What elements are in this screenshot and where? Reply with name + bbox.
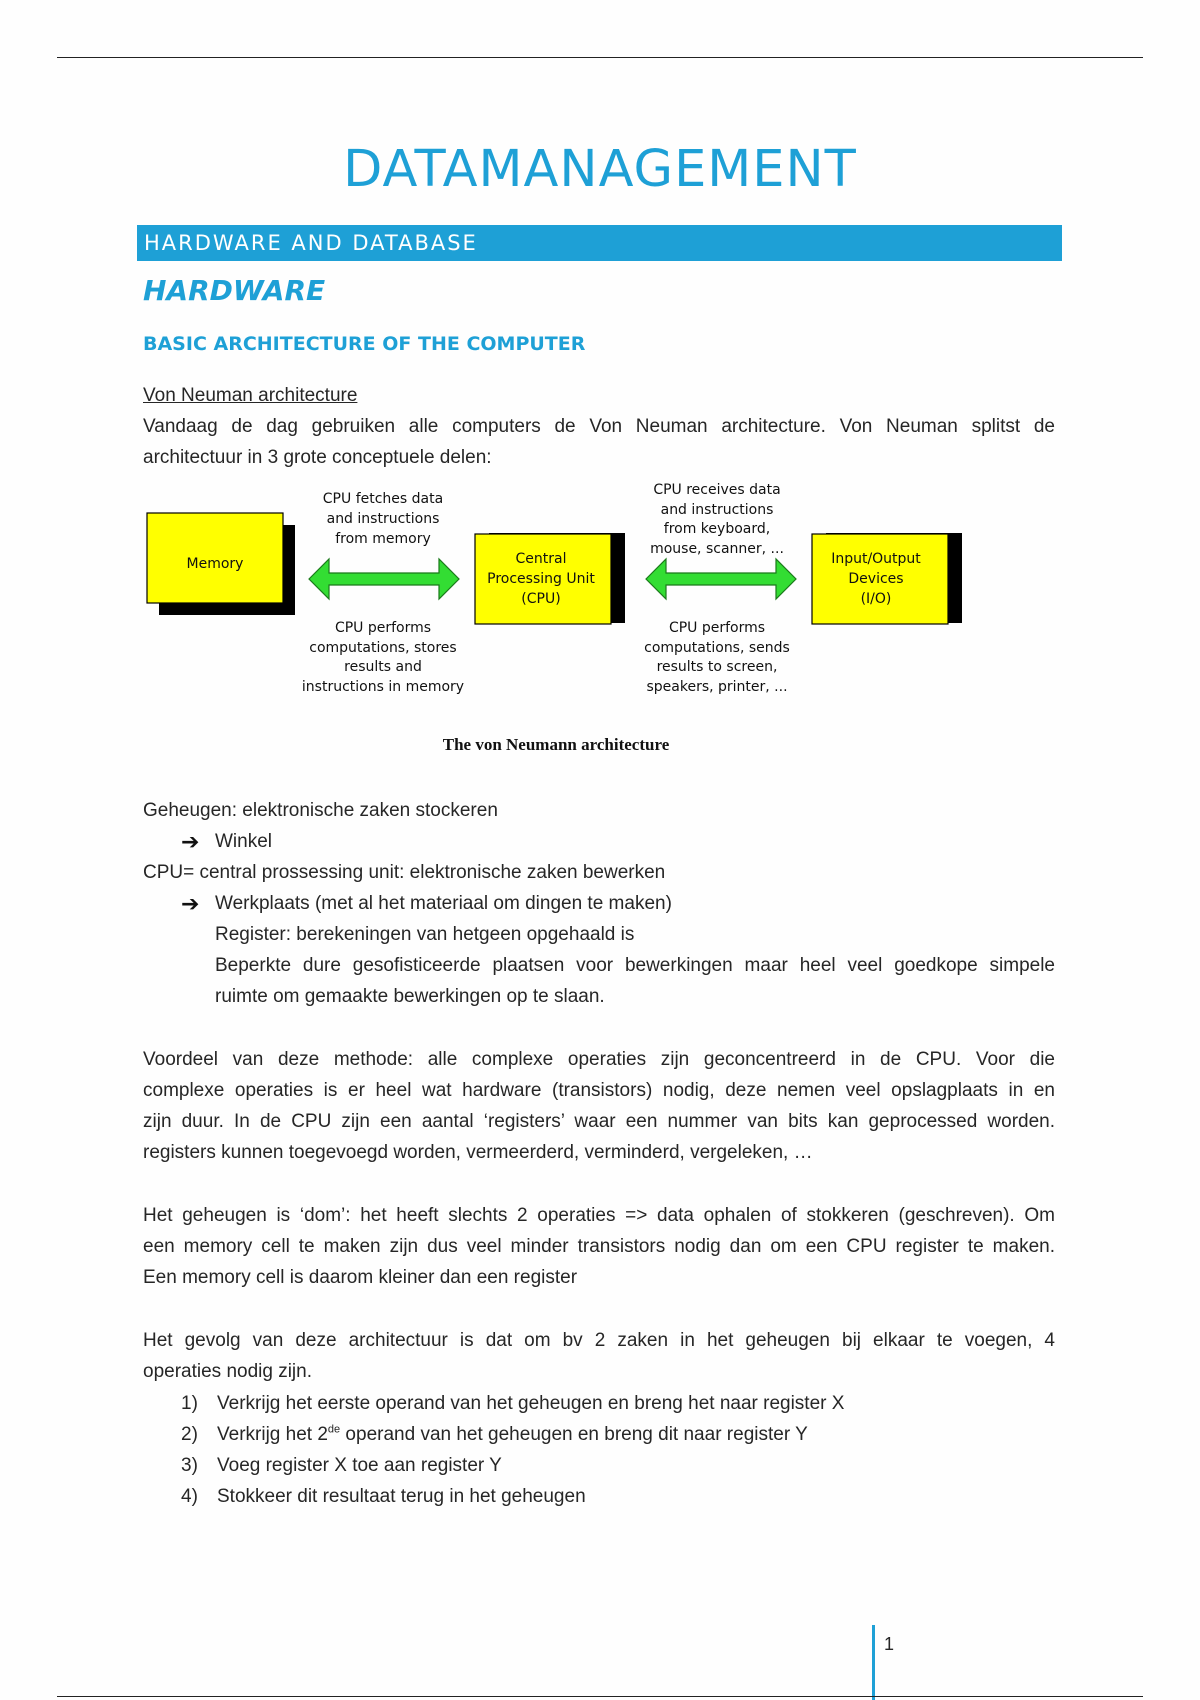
- intro-line: Vandaag de dag gebruiken alle computers de Von Neuman architecture. Von Neuman splitst de: [143, 416, 1055, 437]
- fetch-text: from memory: [335, 531, 431, 547]
- bottom-rule: [57, 1696, 1143, 1697]
- top-rule: [57, 57, 1143, 58]
- note-limited: [215, 950, 1055, 1012]
- subheading-von-neuman: Von Neuman architecture: [143, 385, 358, 406]
- page-number: 1: [884, 1634, 895, 1654]
- step-number: 3): [181, 1455, 198, 1476]
- io-label-line: (I/O): [860, 591, 892, 607]
- note-limited-line: ruimte om gemaakte bewerkingen op te slaan.: [215, 986, 605, 1007]
- right-arrow-icon: ➔: [181, 829, 200, 854]
- note-register: Register: berekeningen van hetgeen opgehaald is: [215, 924, 635, 945]
- note-cpu-arrow-text: Werkplaats (met al het materiaal om dingen te maken): [215, 893, 672, 914]
- memory-label: Memory: [186, 556, 244, 572]
- perform-right-text: CPU performs: [668, 620, 766, 636]
- paragraph-line: Voordeel van deze methode: alle complexe operaties zijn geconcentreerd in de CPU. Voor die: [143, 1049, 1055, 1070]
- step-number: 1): [181, 1393, 198, 1414]
- fetch-text: and instructions: [326, 511, 440, 527]
- receive-text: and instructions: [660, 502, 774, 518]
- footer-accent-bar: [872, 1625, 875, 1700]
- io-label-line: Input/Output: [831, 551, 921, 567]
- intro-line: architectuur in 3 grote conceptuele delen:: [143, 447, 492, 468]
- step-number: 4): [181, 1486, 198, 1507]
- paragraph-line: een memory cell te maken zijn dus veel minder transistors nodig dan om een CPU register te maken.: [143, 1236, 1055, 1257]
- diagram-caption: The von Neumann architecture: [442, 735, 670, 754]
- perform-right-text: computations, sends: [644, 640, 790, 656]
- cpu-label-line: (CPU): [521, 591, 561, 607]
- paragraph-line: operaties nodig zijn.: [143, 1361, 312, 1382]
- double-arrow-cpu-io-icon: [646, 559, 796, 599]
- step-text: Stokkeer dit resultaat terug in het geheugen: [217, 1486, 586, 1507]
- perform-right-text: speakers, printer, ...: [646, 679, 788, 695]
- paragraph-line: Een memory cell is daarom kleiner dan een register: [143, 1267, 578, 1288]
- section-band: [137, 225, 1062, 261]
- heading-basic-architecture: BASIC ARCHITECTURE OF THE COMPUTER: [143, 333, 586, 355]
- perform-left-text: CPU performs: [334, 620, 432, 636]
- intro-paragraph: [143, 411, 1055, 473]
- paragraph-geheugen: [143, 1200, 1055, 1293]
- note-memory-arrow-text: Winkel: [215, 831, 273, 852]
- note-cpu: CPU= central prossessing unit: elektronische zaken bewerken: [143, 862, 666, 883]
- paragraph-gevolg: [143, 1325, 1055, 1387]
- paragraph-line: zijn duur. In de CPU zijn een aantal ‘registers’ waar een nummer van bits kan geprocessed worden.: [143, 1111, 1055, 1132]
- note-memory: Geheugen: elektronische zaken stockeren: [143, 800, 498, 821]
- io-label-line: Devices: [848, 571, 904, 587]
- perform-right-text: results to screen,: [656, 659, 778, 675]
- cpu-label-line: Processing Unit: [487, 571, 595, 587]
- fetch-text: CPU fetches data: [322, 491, 444, 507]
- step-text-superscript: de: [327, 1423, 341, 1436]
- section-band-label: HARDWARE AND DATABASE: [144, 231, 478, 255]
- right-arrow-icon: ➔: [181, 891, 200, 916]
- paragraph-line: Het gevolg van deze architectuur is dat om bv 2 zaken in het geheugen bij elkaar te voegen, 4: [143, 1330, 1055, 1351]
- heading-hardware: HARDWARE: [143, 274, 326, 307]
- paragraph-line: registers kunnen toegevoegd worden, vermeerderd, verminderd, vergeleken, …: [143, 1142, 813, 1163]
- paragraph-line: complexe operaties is er heel wat hardware (transistors) nodig, deze nemen veel opslagplaats in en: [143, 1080, 1055, 1101]
- receive-text: mouse, scanner, ...: [650, 541, 784, 557]
- perform-left-text: results and: [344, 659, 422, 675]
- perform-left-text: computations, stores: [309, 640, 457, 656]
- step-text-pre: Verkrijg het 2: [217, 1424, 328, 1445]
- cpu-label-line: Central: [515, 551, 567, 567]
- receive-text: from keyboard,: [663, 521, 771, 537]
- double-arrow-memory-cpu-icon: [309, 559, 459, 599]
- step-text: Voeg register X toe aan register Y: [217, 1455, 502, 1476]
- paragraph-voordeel: [143, 1044, 1055, 1168]
- document-title: DATAMANAGEMENT: [343, 140, 857, 199]
- perform-left-text: instructions in memory: [301, 679, 465, 695]
- step-number: 2): [181, 1424, 198, 1445]
- step-text: [217, 1419, 808, 1450]
- note-limited-line: Beperkte dure gesofisticeerde plaatsen voor bewerkingen maar heel veel goedkope simpele: [215, 955, 1055, 976]
- step-text-post: operand van het geheugen en breng dit naar register Y: [340, 1424, 808, 1445]
- receive-text: CPU receives data: [653, 482, 781, 498]
- paragraph-line: Het geheugen is ‘dom’: het heeft slechts 2 operaties => data ophalen of stokkeren (geschreven). Om: [143, 1205, 1055, 1226]
- step-text: Verkrijg het eerste operand van het geheugen en breng het naar register X: [217, 1393, 845, 1414]
- von-neumann-diagram: [143, 475, 983, 695]
